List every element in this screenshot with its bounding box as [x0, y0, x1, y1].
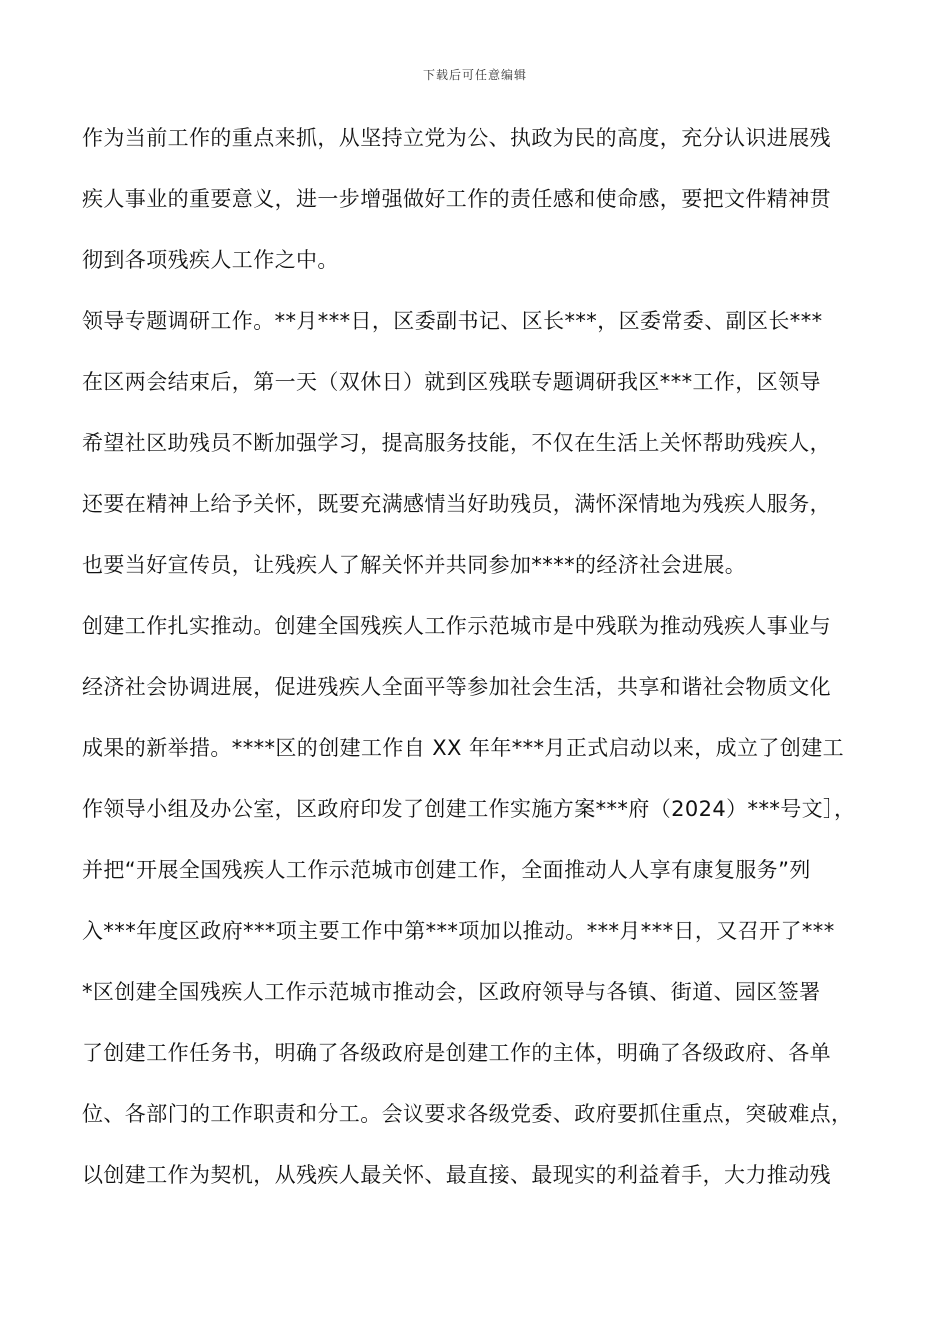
text-line: 希望社区助残员不断加强学习，提高服务技能，不仅在生活上关怀帮助残疾人，	[82, 431, 831, 455]
text-line: 作为当前工作的重点来抓，从坚持立党为公、执政为民的高度，充分认识进展残	[82, 126, 831, 150]
text-line: 彻到各项残疾人工作之中。	[82, 248, 339, 272]
page-header: 下载后可任意编辑	[422, 68, 527, 82]
document-body	[82, 108, 882, 1206]
text-line: 在区两会结束后，第一天（双休日）就到区残联专题调研我区***工作，区领导	[82, 370, 821, 394]
text-line: 也要当好宣传员，让残疾人了解关怀并共同参加****的经济社会进展。	[82, 553, 747, 577]
text-line: 位、各部门的工作职责和分工。会议要求各级党委、政府要抓住重点，突破难点，	[82, 1102, 853, 1126]
text-line: *区创建全国残疾人工作示范城市推动会，区政府领导与各镇、街道、园区签署	[82, 980, 821, 1004]
text-line: 疾人事业的重要意义，进一步增强做好工作的责任感和使命感，要把文件精神贯	[82, 187, 831, 211]
text-line: 经济社会协调进展，促进残疾人全面平等参加社会生活，共享和谐社会物质文化	[82, 675, 831, 699]
text-line: 入***年度区政府***项主要工作中第***项加以推动。***月***日，又召开了***	[82, 919, 835, 943]
text-line: 了创建工作任务书，明确了各级政府是创建工作的主体，明确了各级政府、各单	[82, 1041, 831, 1065]
paragraph-intro	[82, 108, 882, 291]
paragraph-leadership-research	[82, 291, 882, 596]
text-line: 以创建工作为契机，从残疾人最关怀、最直接、最现实的利益着手，大力推动残	[82, 1163, 831, 1187]
text-line: 并把“开展全国残疾人工作示范城市创建工作，全面推动人人享有康复服务”列	[82, 858, 811, 882]
text-line: 作领导小组及办公室，区政府印发了创建工作实施方案***府（2024）***号文］，	[82, 797, 856, 821]
paragraph-creation-work	[82, 596, 882, 1206]
text-line: 成果的新举措。****区的创建工作自 XX 年年***月正式启动以来，成立了创建工	[82, 736, 845, 760]
text-line: 还要在精神上给予关怀，既要充满感情当好助残员，满怀深情地为残疾人服务，	[82, 492, 831, 516]
text-line: 领导专题调研工作。**月***日，区委副书记、区长***，区委常委、副区长***	[82, 309, 823, 333]
text-line: 创建工作扎实推动。创建全国残疾人工作示范城市是中残联为推动残疾人事业与	[82, 614, 831, 638]
